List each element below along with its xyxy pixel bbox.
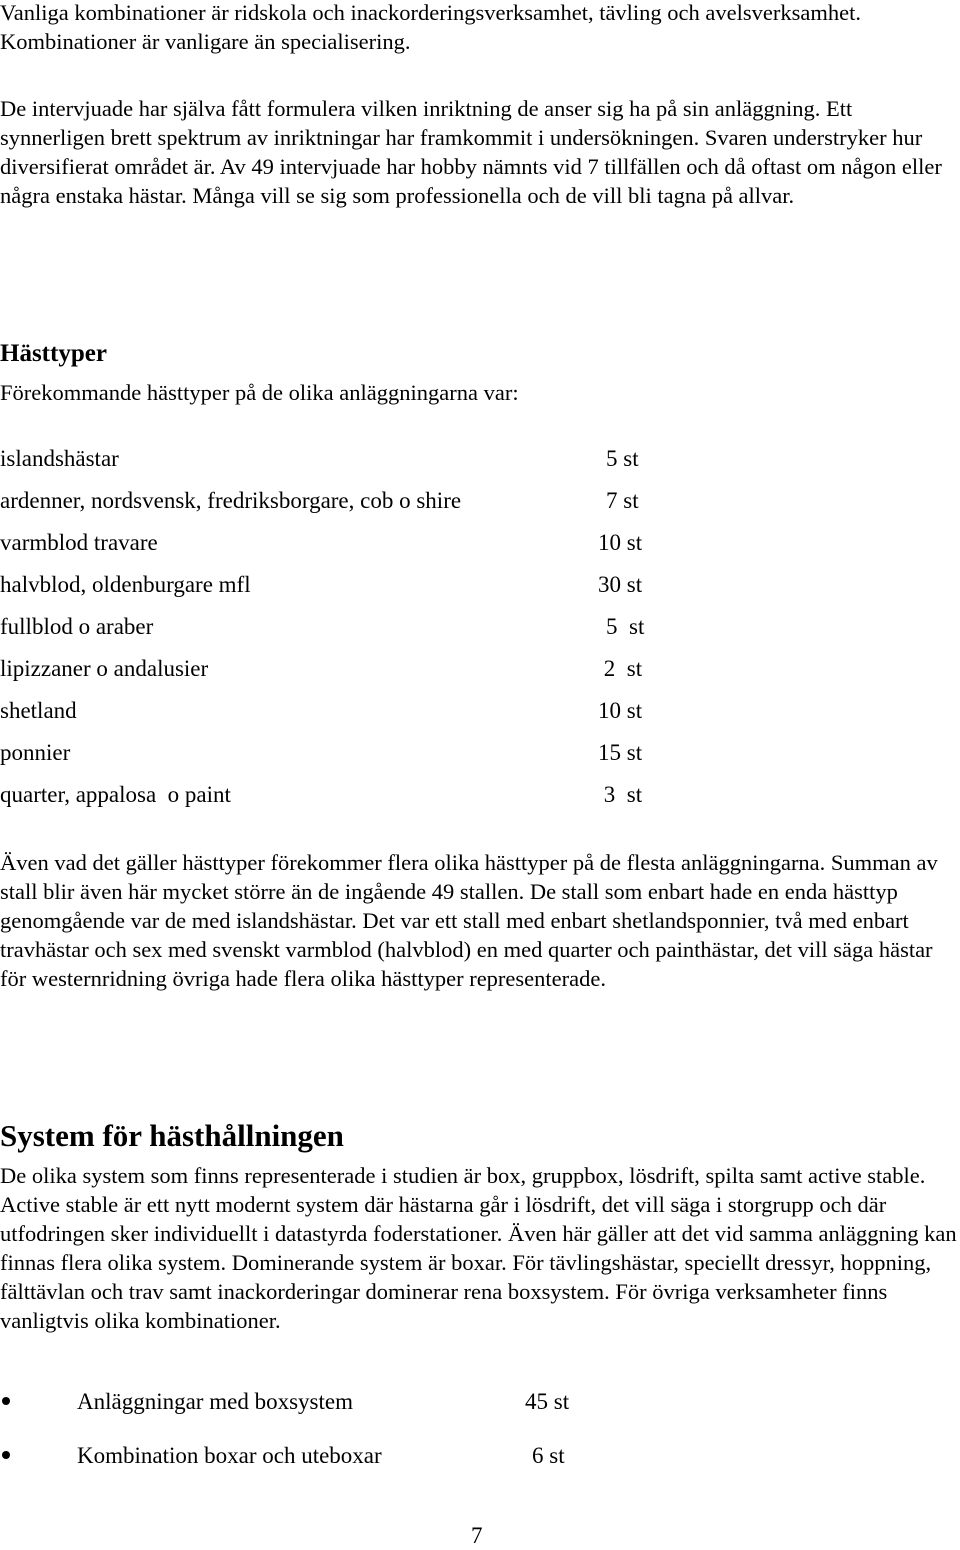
page-number: 7 [471, 1523, 483, 1548]
list-item [0, 1387, 700, 1417]
section-heading-systems: System för hästhållningen [0, 1118, 344, 1153]
horse-type-count: 15 st [598, 740, 643, 765]
systems-paragraph: De olika system som finns representerade i studien är box, gruppbox, lösdrift, spilta samt active stable. Active stable är ett nytt modernt system där hästarna går i lösdrift, det vill säga i storgrupp och där utfodringen sker individuellt i datastyrda foderstationer. Även här gäller att det vid samma anläggning kan finnas flera olika system. Dominerande system är boxar. För tävlingshästar, speciellt dressyr, hoppning, fälttävlan och trav samt inackorderingar dominerar rena boxsystem. För övriga verksamheter finns vanligtvis olika kombinationer. [0, 1163, 957, 1333]
bullet-icon [2, 1451, 10, 1459]
list-item [0, 570, 700, 600]
horse-type-name: fullblod o araber [0, 614, 154, 639]
horse-type-name: islandshästar [0, 446, 119, 471]
bullet-label: Kombination boxar och uteboxar [77, 1443, 382, 1468]
list-item [0, 780, 700, 810]
bullet-label: Anläggningar med boxsystem [77, 1389, 353, 1414]
list-item [0, 696, 700, 726]
horse-type-name: ardenner, nordsvensk, fredriksborgare, cob o shire [0, 488, 462, 513]
horse-type-count: 3 st [598, 782, 643, 807]
horse-type-count: 10 st [598, 698, 643, 723]
list-item [0, 738, 700, 768]
horse-types-summary: Även vad det gäller hästtyper förekommer flera olika hästtyper på de flesta anläggningarna. Summan av stall blir även här mycket större än de ingående 49 stallen. De stall som enbart hade en enda hästtyp genomgående var de med islandshästar. Det var ett stall med enbart shetlandsponnier, två med enbart travhästar och sex med svenskt varmblod (halvblod) en med quarter och painthästar, det vill säga hästar för westernridning övriga hade flera olika hästtyper representerade. [0, 850, 938, 991]
horse-type-count: 5 st [606, 446, 639, 471]
horse-type-count: 2 st [598, 656, 643, 681]
horse-type-name: quarter, appalosa o paint [0, 782, 231, 807]
bullet-icon [2, 1397, 10, 1405]
horse-type-name: lipizzaner o andalusier [0, 656, 209, 681]
horse-type-name: halvblod, oldenburgare mfl [0, 572, 251, 597]
list-item [0, 1441, 700, 1471]
list-item [0, 486, 700, 516]
intro-paragraph-2: De intervjuade har själva fått formulera vilken inriktning de anser sig ha på sin anläggning. Ett synnerligen brett spektrum av inriktningar har framkommit i undersökningen. Svaren understryker hur diversifierat området är. Av 49 intervjuade har hobby nämnts vid 7 tillfällen och då oftast om någon eller några enstaka hästar. Många vill se sig som professionella och de vill bli tagna på allvar. [0, 96, 942, 208]
list-item [0, 612, 700, 642]
horse-type-name: ponnier [0, 740, 71, 765]
section-heading-horse-types: Hästtyper [0, 340, 107, 367]
list-item [0, 444, 700, 474]
horse-type-count: 30 st [598, 572, 643, 597]
list-item [0, 528, 700, 558]
horse-type-count: 7 st [606, 488, 639, 513]
horse-type-name: varmblod travare [0, 530, 158, 555]
horse-types-intro: Förekommande hästtyper på de olika anläggningarna var: [0, 380, 519, 405]
bullet-value: 6 st [532, 1443, 565, 1468]
list-item [0, 654, 700, 684]
horse-type-count: 10 st [598, 530, 643, 555]
intro-paragraph-1: Vanliga kombinationer är ridskola och inackorderingsverksamhet, tävling och avelsverksamhet. Kombinationer är vanligare än specialisering. [0, 0, 861, 54]
horse-type-name: shetland [0, 698, 77, 723]
bullet-value: 45 st [525, 1389, 570, 1414]
horse-type-count: 5 st [606, 614, 645, 639]
